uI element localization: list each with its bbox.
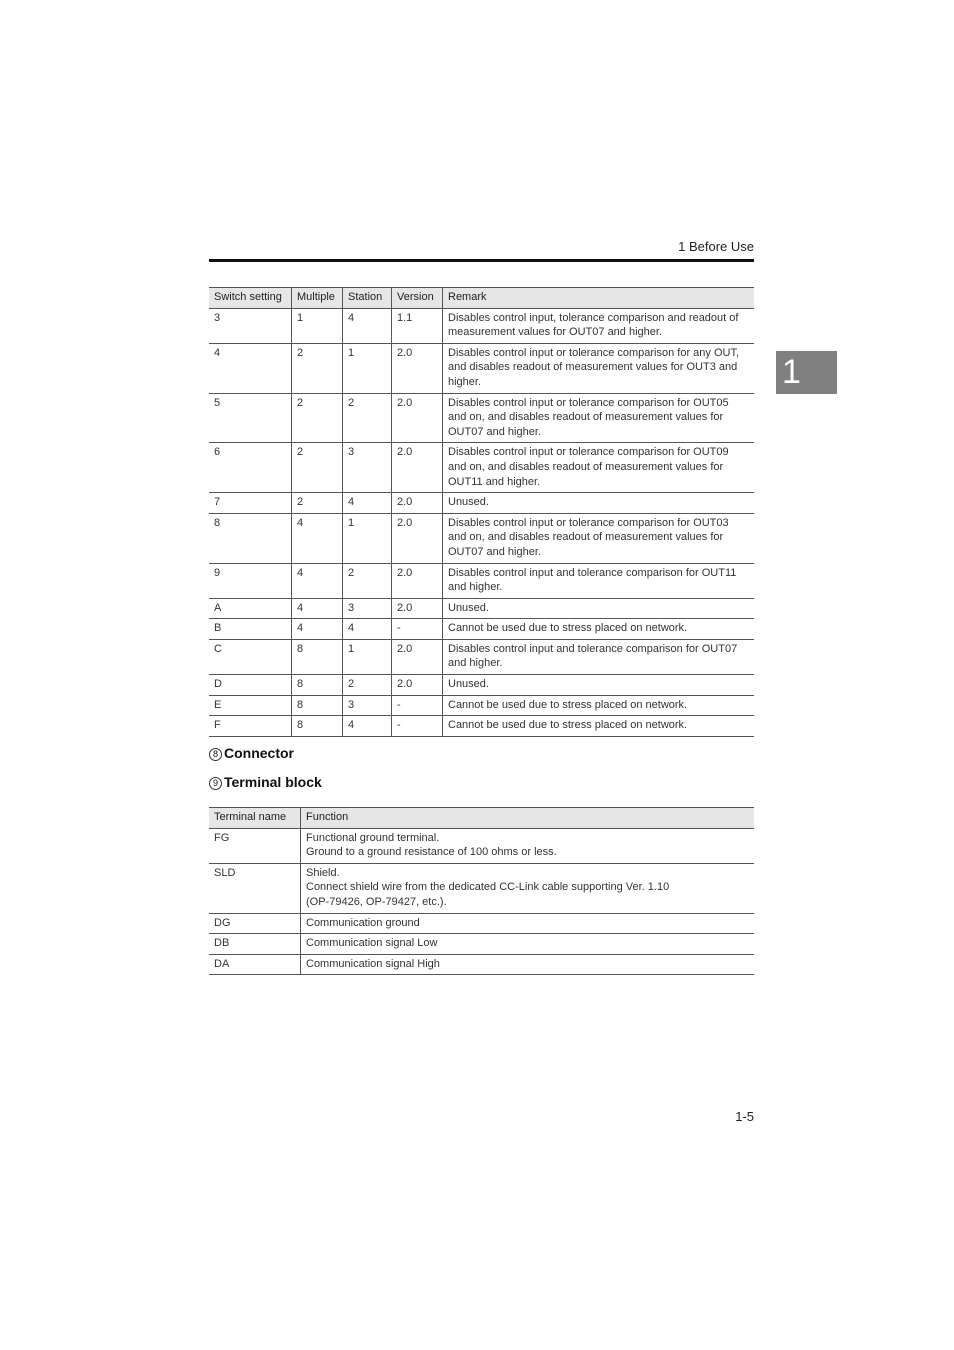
remark-cell: Disables control input and tolerance comparison for OUT07 and higher. [443, 639, 755, 674]
remark-cell: Cannot be used due to stress placed on network. [443, 716, 755, 737]
header-version: Version [392, 288, 443, 309]
version-cell: 2.0 [392, 393, 443, 443]
switch-setting-cell: C [209, 639, 292, 674]
table-row [209, 308, 754, 343]
function-cell: Communication signal High [301, 954, 755, 975]
table-header-row [209, 808, 754, 829]
remark-cell: Disables control input or tolerance comparison for OUT09 and on, and disables readout of measurement values for OUT11 and higher. [443, 443, 755, 493]
multiple-cell: 4 [292, 513, 343, 563]
station-cell: 3 [343, 695, 392, 716]
station-cell: 4 [343, 619, 392, 640]
terminal-block-heading [209, 774, 322, 790]
version-cell: 2.0 [392, 675, 443, 696]
terminal-name-cell: FG [209, 828, 301, 863]
table-header-row [209, 288, 754, 309]
function-cell: Communication ground [301, 913, 755, 934]
multiple-cell: 2 [292, 393, 343, 443]
circled-number-9: 9 [209, 777, 222, 790]
remark-cell: Unused. [443, 598, 755, 619]
table-row [209, 934, 754, 955]
header-rule [209, 259, 754, 262]
multiple-cell: 8 [292, 716, 343, 737]
station-cell: 3 [343, 443, 392, 493]
remark-cell: Unused. [443, 493, 755, 514]
version-cell: 2.0 [392, 639, 443, 674]
switch-setting-cell: 6 [209, 443, 292, 493]
terminal-block-table [209, 807, 754, 975]
remark-cell: Disables control input or tolerance comparison for OUT05 and on, and disables readout of measurement values for OUT07 and higher. [443, 393, 755, 443]
header-multiple: Multiple [292, 288, 343, 309]
multiple-cell: 4 [292, 619, 343, 640]
switch-setting-cell: 5 [209, 393, 292, 443]
terminal-name-cell: DB [209, 934, 301, 955]
connector-heading [209, 745, 294, 761]
station-cell: 2 [343, 393, 392, 443]
version-cell: 2.0 [392, 563, 443, 598]
table-row [209, 695, 754, 716]
table-row [209, 675, 754, 696]
multiple-cell: 2 [292, 343, 343, 393]
station-cell: 3 [343, 598, 392, 619]
remark-cell: Disables control input or tolerance comparison for OUT03 and on, and disables readout of measurement values for OUT07 and higher. [443, 513, 755, 563]
header-switch-setting: Switch setting [209, 288, 292, 309]
function-cell: Communication signal Low [301, 934, 755, 955]
version-cell: 2.0 [392, 343, 443, 393]
table-row [209, 513, 754, 563]
page-number: 1-5 [735, 1109, 754, 1124]
version-cell: 2.0 [392, 598, 443, 619]
multiple-cell: 8 [292, 675, 343, 696]
remark-cell: Disables control input or tolerance comparison for any OUT, and disables readout of measurement values for OUT3 and higher. [443, 343, 755, 393]
station-cell: 2 [343, 563, 392, 598]
multiple-cell: 1 [292, 308, 343, 343]
terminal-name-cell: DA [209, 954, 301, 975]
table-row [209, 393, 754, 443]
version-cell: 2.0 [392, 493, 443, 514]
terminal-name-cell: DG [209, 913, 301, 934]
table-row [209, 443, 754, 493]
switch-setting-cell: 7 [209, 493, 292, 514]
switch-setting-cell: 8 [209, 513, 292, 563]
version-cell: 2.0 [392, 513, 443, 563]
chapter-tab: 1 [776, 351, 837, 394]
remark-cell: Unused. [443, 675, 755, 696]
version-cell: - [392, 695, 443, 716]
version-cell: - [392, 716, 443, 737]
switch-setting-table [209, 287, 754, 737]
multiple-cell: 8 [292, 695, 343, 716]
switch-setting-cell: E [209, 695, 292, 716]
header-function: Function [301, 808, 755, 829]
multiple-cell: 4 [292, 563, 343, 598]
switch-setting-cell: A [209, 598, 292, 619]
station-cell: 4 [343, 493, 392, 514]
multiple-cell: 2 [292, 443, 343, 493]
table-row [209, 828, 754, 863]
multiple-cell: 8 [292, 639, 343, 674]
table-row [209, 493, 754, 514]
terminal-block-heading-label: Terminal block [224, 774, 322, 790]
remark-cell: Cannot be used due to stress placed on network. [443, 695, 755, 716]
table-row [209, 343, 754, 393]
table-row [209, 639, 754, 674]
station-cell: 2 [343, 675, 392, 696]
station-cell: 1 [343, 513, 392, 563]
station-cell: 4 [343, 308, 392, 343]
switch-setting-cell: 4 [209, 343, 292, 393]
switch-setting-cell: D [209, 675, 292, 696]
remark-cell: Cannot be used due to stress placed on network. [443, 619, 755, 640]
table-row [209, 954, 754, 975]
header-remark: Remark [443, 288, 755, 309]
remark-cell: Disables control input, tolerance comparison and readout of measurement values for OUT07 and higher. [443, 308, 755, 343]
function-cell: Functional ground terminal. Ground to a ground resistance of 100 ohms or less. [301, 828, 755, 863]
connector-heading-label: Connector [224, 745, 294, 761]
switch-setting-cell: 3 [209, 308, 292, 343]
header-terminal-name: Terminal name [209, 808, 301, 829]
table-row [209, 913, 754, 934]
station-cell: 1 [343, 639, 392, 674]
switch-setting-cell: F [209, 716, 292, 737]
terminal-name-cell: SLD [209, 863, 301, 913]
station-cell: 4 [343, 716, 392, 737]
switch-setting-cell: 9 [209, 563, 292, 598]
table-row [209, 619, 754, 640]
circled-number-8: 8 [209, 748, 222, 761]
table-row [209, 716, 754, 737]
remark-cell: Disables control input and tolerance comparison for OUT11 and higher. [443, 563, 755, 598]
version-cell: 1.1 [392, 308, 443, 343]
version-cell: 2.0 [392, 443, 443, 493]
table-row [209, 863, 754, 913]
version-cell: - [392, 619, 443, 640]
multiple-cell: 4 [292, 598, 343, 619]
multiple-cell: 2 [292, 493, 343, 514]
station-cell: 1 [343, 343, 392, 393]
running-header: 1 Before Use [678, 239, 754, 254]
header-station: Station [343, 288, 392, 309]
table-row [209, 598, 754, 619]
switch-setting-cell: B [209, 619, 292, 640]
function-cell: Shield. Connect shield wire from the dedicated CC-Link cable supporting Ver. 1.10 (OP-79426, OP-79427, etc.). [301, 863, 755, 913]
table-row [209, 563, 754, 598]
